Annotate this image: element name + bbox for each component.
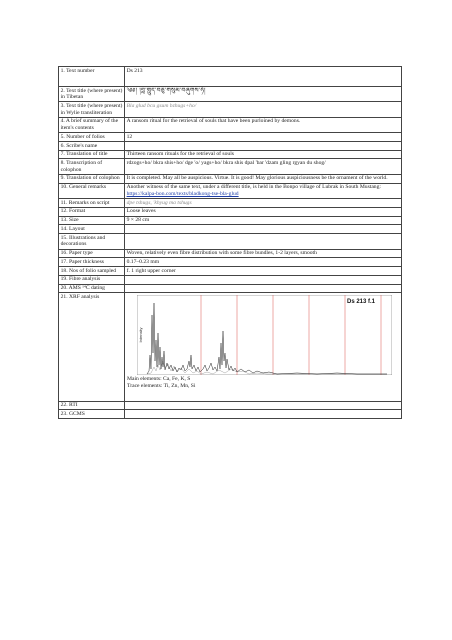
table-row [59,207,402,216]
text-number: Ds 213 [125,67,402,87]
title-translation: Thirteen ransom rituals for the retrieval of souls [125,150,402,159]
row-label: 10. General remarks [59,183,125,198]
gcms [125,410,402,419]
rti [125,401,402,410]
row-label: 22. RTI [59,401,125,410]
table-row [59,225,402,234]
paper-type: Woven, relatively even fibre distribution with some fibre bundles, 1-2 layers, smooth [125,249,402,258]
chart-title: Ds 213 f.1 [347,299,376,306]
xrf-elements [127,376,195,390]
row-label: 8. Transcription of colophon [59,159,125,174]
script-remarks: dpe tshugs, 'khyug ma tshugs [125,199,402,208]
metadata-table [58,66,402,419]
row-label: 14. Layout [59,225,125,234]
row-label: 19. Fibre analysis [59,275,125,284]
table-row [59,293,402,401]
size: 9 × 28 cm [125,216,402,225]
table-row [59,87,402,102]
row-label: 7. Translation of title [59,150,125,159]
row-label: 12. Format [59,207,125,216]
row-label: 5. Number of folios [59,133,125,142]
main-elements: Main elements: Ca, Fe, K, S [127,376,191,383]
fibre-analysis [125,275,402,284]
table-row [59,234,402,249]
row-label: 4. A brief summary of the item's contents [59,117,125,132]
table-row [59,258,402,267]
table-row [59,199,402,208]
chart-frame [137,295,392,375]
trace-elements: Trace elements: Ti, Zn, Mn, Si [127,383,196,390]
ams-dating [125,284,402,293]
table-row [59,275,402,284]
table-row [59,249,402,258]
table-row [59,183,402,198]
row-label: 11. Remarks on script [59,199,125,208]
colophon-transcription: rdzogs+ho/ bkra shis+ho/ dge 'o/ yags+ho/ bkra shis dpal 'bar 'dzam gling rgyan du shog/ [125,159,402,174]
chart-ylabel: Intensity [138,327,143,343]
table-row [59,159,402,174]
table-row [59,174,402,183]
table-row [59,410,402,419]
scribe-name [125,141,402,150]
row-label: 16. Paper type [59,249,125,258]
row-label: 6. Scribe's name [59,141,125,150]
summary: A ransom ritual for the retrieval of souls that have been purloined by demons. [125,117,402,132]
illustrations [125,234,402,249]
row-label: 17. Paper thickness [59,258,125,267]
row-label: 1. Text number [59,67,125,87]
row-label: 9. Translation of colophon [59,174,125,183]
table-row [59,401,402,410]
paper-thickness: 0.17–0.23 mm [125,258,402,267]
row-label: 13. Size [59,216,125,225]
xrf-analysis [125,293,402,401]
table-row [59,117,402,132]
table-row [59,141,402,150]
tibetan-title: ༄༅། །བླ་གླུད་བཅུ་གསུམ་བཞུགས་ཧོ། [125,87,402,102]
wylie-title: Bla glud bcu gsum bzhugs+ho/ [125,102,402,117]
row-label: 23. GCMS [59,410,125,419]
format: Loose leaves [125,207,402,216]
table-row [59,284,402,293]
row-label: 20. AMS ¹⁴C dating [59,284,125,293]
table-row [59,267,402,276]
table-row [59,133,402,142]
row-label: 2. Text title (where present) in Tibetan [59,87,125,102]
layout [125,225,402,234]
row-label: 3. Text title (where present) in Wylie transliteration [59,102,125,117]
table-row [59,150,402,159]
table-row [59,216,402,225]
folio-sampled: f. 1 right upper corner [125,267,402,276]
row-label: 15. Illustrations and decorations [59,234,125,249]
general-remarks [125,183,402,198]
table-row [59,67,402,87]
row-label: 21. XRF analysis [59,293,125,401]
colophon-translation: It is completed. May all be auspicious. Virtue. It is good! May glorious auspiciousness be the ornament of the world. [125,174,402,183]
table-row [59,102,402,117]
remarks-text: Another witness of the same text, under a different title, is held in the Bonpo village of Lubrak in South Mustang: [126,184,381,191]
folio-count: 12 [125,133,402,142]
row-label: 18. Nos of folio sampled [59,267,125,276]
xrf-spectrum-chart [137,295,392,375]
kalpa-bon-link[interactable]: https://kalpa-bon.com/texts/bladkong-tse-bla-glud [126,190,239,197]
